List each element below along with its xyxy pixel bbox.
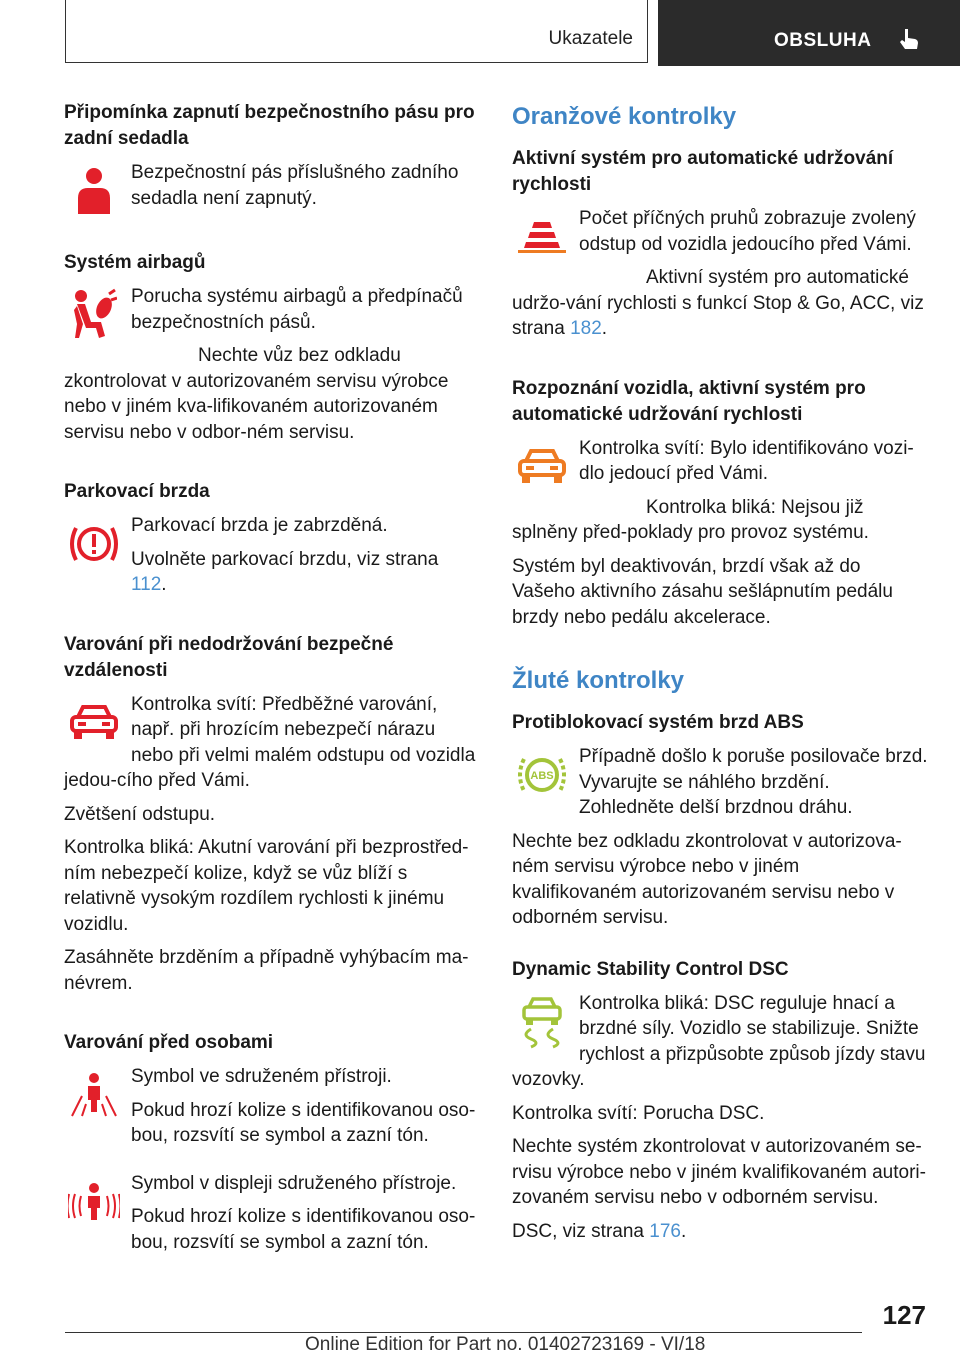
seatbelt-title: Připomínka zapnutí bezpečnostního pásu pro zadní sedadla xyxy=(64,102,475,149)
page-number: 127 xyxy=(882,1300,926,1330)
dsc-text-4-end: . xyxy=(680,1220,687,1242)
acc-page-link[interactable]: 182 xyxy=(570,318,602,339)
abs-icon xyxy=(516,753,568,797)
acc-text-2 xyxy=(512,265,928,342)
abs-text-1: Případně došlo k poruše posilovače brzd. Vyvarujte se náhlého brzdění. Zohledněte delší brzdnou dráhu. xyxy=(579,746,928,818)
yellow-lights-heading: Žluté kontrolky xyxy=(512,667,685,694)
dsc-text-1: Kontrolka bliká: DSC reguluje hnací a brzdné síly. Vozidlo se stabilizuje. Snižte rychlost a přizpůsobte způsob jízdy stavu vozovky. xyxy=(512,992,926,1090)
footer-edition: Online Edition for Part no. 01402723169 - VI/18 xyxy=(305,1334,706,1355)
acc-indicator xyxy=(512,208,572,266)
car-front-orange-icon xyxy=(516,447,568,487)
distance-bars-icon xyxy=(516,220,568,254)
acc-title: Aktivní systém pro automatické udržování rychlosti xyxy=(512,148,894,195)
person-warning-icon xyxy=(68,1070,120,1120)
recog-text-3: Systém byl deaktivován, brzdí však až do Vašeho aktivního zásahu sešlápnutím pedálu brzdy nebo pedálu akcelerace. xyxy=(512,555,893,628)
dsc-text-4-body: DSC, viz strana xyxy=(512,1220,644,1242)
distance-text-2: Zvětšení odstupu. xyxy=(64,803,216,825)
parking-text-2-body: Uvolněte parkovací brzdu, viz strana xyxy=(131,548,439,570)
parking-brake-indicator xyxy=(64,515,124,573)
airbag-icon xyxy=(71,288,117,342)
parking-brake-icon xyxy=(68,522,120,566)
dsc-skid-icon xyxy=(517,995,567,1049)
parking-title: Parkovací brzda xyxy=(64,481,210,502)
parking-text-1: Parkovací brzda je zabrzděná. xyxy=(131,515,388,536)
dsc-text-2: Kontrolka svítí: Porucha DSC. xyxy=(512,1102,765,1124)
persons-text-a1: Symbol ve sdruženém přístroji. xyxy=(131,1066,392,1087)
left-column xyxy=(64,100,478,1289)
abs-title: Protiblokovací systém brzd ABS xyxy=(512,712,804,733)
recog-title: Rozpoznání vozidla, aktivní systém pro automatické udržování rychlosti xyxy=(512,377,866,425)
distance-text-1: Kontrolka svítí: Předběžné varování, např. při hrozícím nebezpečí nárazu nebo při velmi malém odstupu od vozidla jedou-cího před Vámi. xyxy=(64,693,476,791)
recog-indicator xyxy=(512,438,572,496)
person-warning-display-indicator xyxy=(64,1173,124,1231)
distance-text-3: Kontrolka bliká: Akutní varování při bezprostřed-ním nebezpečí kolize, když se vůz blíží s relativně vysokým rozdílem rychlosti k jinému vozidlu. xyxy=(64,837,469,935)
recog-text-1: Kontrolka svítí: Bylo identifikováno vozi-dlo jedoucí před Vámi. xyxy=(579,437,914,484)
parking-text-2 xyxy=(64,547,478,598)
parking-text-2-end: . xyxy=(161,574,167,595)
dsc-text-4 xyxy=(512,1219,928,1245)
dsc-indicator xyxy=(512,993,572,1051)
persons-text-b1: Symbol v displeji sdruženého přístroje. xyxy=(131,1172,457,1194)
footer-divider xyxy=(65,1332,862,1333)
distance-text-4: Zasáhněte brzděním a případně vyhýbacím ma-névrem. xyxy=(64,947,469,994)
abs-icon-label: ABS xyxy=(530,770,554,782)
persons-text-b2: Pokud hrozí kolize s identifikovanou oso-bou, rozsvítí se symbol a zazní tón. xyxy=(131,1206,476,1253)
right-column xyxy=(512,100,928,1270)
abs-text-2: Nechte bez odkladu zkontrolovat v autorizova-ném servisu výrobce nebo v jiném kvalifikovaném autorizovaném servisu nebo v odborném servisu. xyxy=(512,830,902,928)
header-chapter-tab xyxy=(658,0,960,66)
header-frame xyxy=(65,0,648,63)
airbag-text-2: Nechte vůz bez odkladu zkontrolovat v autorizovaném servisu výrobce nebo v jiném kva-lifikovaném autorizovaném servisu nebo v odbor-ném servisu. xyxy=(64,345,449,443)
section-parking-brake xyxy=(64,479,478,606)
seatbelt-text: Bezpečnostní pás příslušného zadního sedadla není zapnutý. xyxy=(131,162,459,209)
dsc-title: Dynamic Stability Control DSC xyxy=(512,958,789,980)
person-warning-display-icon xyxy=(68,1180,120,1224)
orange-lights-heading: Oranžové kontrolky xyxy=(512,103,737,130)
pointing-hand-icon xyxy=(896,26,922,52)
distance-indicator xyxy=(64,694,124,752)
airbag-title: Systém airbagů xyxy=(64,252,206,273)
person-warning-cluster-indicator xyxy=(64,1066,124,1124)
airbag-indicator xyxy=(64,286,124,344)
airbag-text-1: Porucha systému airbagů a předpínačů bezpečnostních pásů. xyxy=(131,286,463,333)
dsc-text-3: Nechte systém zkontrolovat v autorizovaném se-rvisu výrobce nebo v jiném kvalifikovaném autori-zovaném servisu nebo v odborném servisu. xyxy=(512,1136,926,1208)
seatbelt-indicator xyxy=(64,162,124,220)
section-dsc xyxy=(512,957,928,1245)
parking-page-link[interactable]: 112 xyxy=(131,574,162,595)
acc-text-1: Počet příčných pruhů zobrazuje zvolený odstup od vozidla jedoucího před Vámi. xyxy=(579,208,916,255)
persons-title: Varování před osobami xyxy=(64,1032,274,1053)
section-airbag xyxy=(64,250,478,453)
recog-text-2: Kontrolka bliká: Nejsou již splněny před-poklady pro provoz systému. xyxy=(512,496,869,543)
section-abs xyxy=(512,710,928,931)
page-header xyxy=(0,0,960,66)
section-seatbelt xyxy=(64,100,478,224)
section-distance-warning xyxy=(64,632,478,1005)
distance-title: Varování při nedodržování bezpečné vzdálenosti xyxy=(64,633,394,681)
section-acc xyxy=(512,146,928,350)
car-front-icon xyxy=(68,703,120,743)
section-vehicle-recognition xyxy=(512,376,928,639)
section-person-warning xyxy=(64,1030,478,1263)
acc-text-2-end: . xyxy=(601,318,608,339)
dsc-page-link[interactable]: 176 xyxy=(649,1220,681,1242)
header-section-title: Ukazatele xyxy=(548,28,633,49)
rear-seatbelt-icon xyxy=(74,166,114,216)
acc-text-2-body: Aktivní systém pro automatické udržo-vání rychlosti s funkcí Stop & Go, ACC, viz strana xyxy=(512,267,924,339)
header-chapter-label: OBSLUHA xyxy=(774,30,872,51)
persons-text-a2: Pokud hrozí kolize s identifikovanou oso-bou, rozsvítí se symbol a zazní tón. xyxy=(131,1099,476,1146)
abs-indicator xyxy=(512,746,572,804)
